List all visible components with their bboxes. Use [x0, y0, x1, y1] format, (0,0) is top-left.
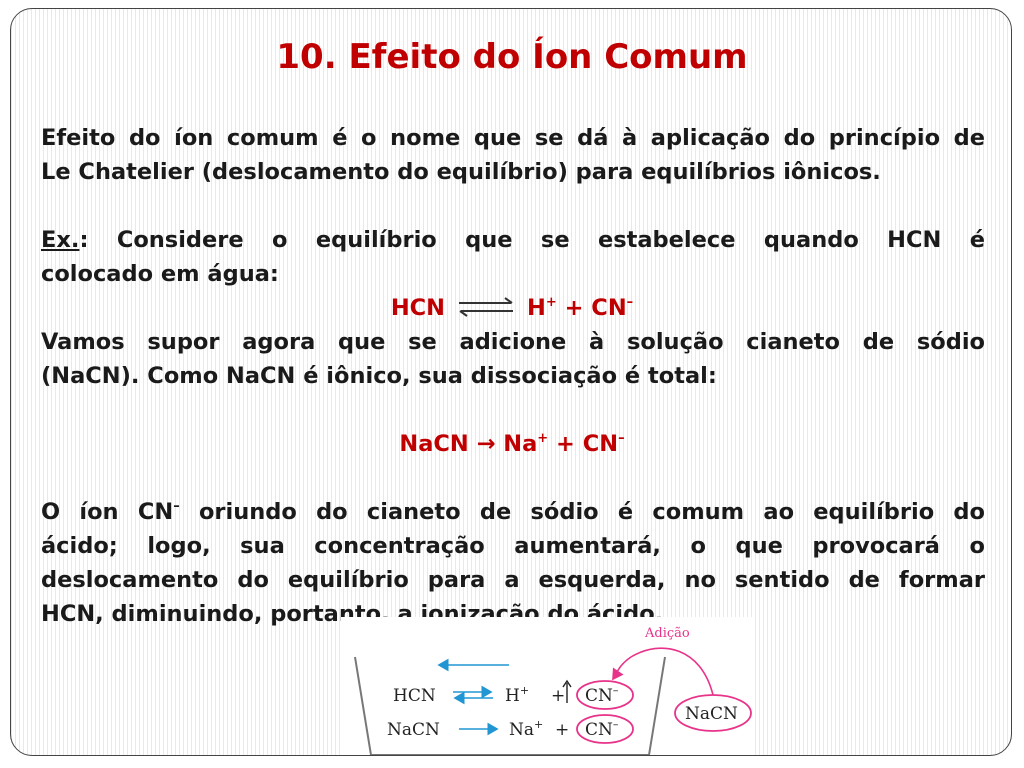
para3-line-3: deslocamento do equilíbrio para a esquerda, no sentido de formar: [41, 567, 985, 593]
row1-cn: CN–: [585, 684, 619, 706]
equation-h-charge: +: [545, 295, 557, 310]
equation-product-cn: + CN: [556, 295, 627, 321]
dissociation-na-charge: +: [537, 431, 549, 446]
example-text-1: : Considere o equilíbrio que se estabelece quando HCN é: [79, 227, 985, 253]
para3-line-2: ácido; logo, sua concentração aumentará, o que provocará o: [41, 533, 985, 559]
row1-plus: +: [551, 686, 566, 706]
para3-line-4: HCN, diminuindo, portanto, a ionização do ácido.: [41, 601, 664, 627]
dissociation-equation: [11, 427, 1012, 461]
row1-hcn: HCN: [393, 686, 436, 706]
example-label: Ex.: [41, 227, 80, 253]
dissociation-a: NaCN → Na: [399, 431, 538, 457]
row2-nacn: NaCN: [387, 720, 440, 740]
para3-text-a: O íon CN: [41, 499, 174, 525]
intro-line-1: Efeito do íon comum é o nome que se dá à aplicação do princípio de: [41, 125, 985, 151]
example-line-1: [41, 223, 985, 257]
equation-cn-charge: –: [626, 295, 634, 310]
addition-label: Adição: [645, 626, 690, 641]
equilibrium-arrow-icon: [455, 295, 517, 319]
common-ion-diagram: [341, 617, 753, 756]
row1-h: H+: [505, 684, 530, 706]
row2-na: Na+: [509, 718, 544, 740]
equilibrium-equation: [11, 291, 1012, 325]
para3-text-b: oriundo do cianeto de sódio é comum ao equilíbrio do: [179, 499, 985, 525]
dissociation-b: + CN: [548, 431, 619, 457]
slide-title: 10. Efeito do Íon Comum: [276, 37, 748, 77]
para3-cn-charge: –: [173, 499, 180, 514]
example-line-2: colocado em água:: [41, 261, 279, 287]
equation-reactant: HCN: [390, 295, 446, 321]
equation-product-h: H: [527, 295, 546, 321]
beaker-outline: [355, 657, 665, 755]
para2-line-1: Vamos supor agora que se adicione à solução cianeto de sódio: [41, 329, 985, 355]
para2-line-2: (NaCN). Como NaCN é iônico, sua dissociação é total:: [41, 363, 717, 389]
dissociation-cn-charge: –: [618, 431, 625, 446]
row2-cn: CN–: [585, 718, 619, 740]
para3-line-1: [41, 495, 985, 529]
nacn-bubble: NaCN: [685, 704, 738, 724]
slide: [10, 8, 1012, 756]
row2-plus: +: [555, 720, 570, 740]
intro-line-2: Le Chatelier (deslocamento do equilíbrio) para equilíbrios iônicos.: [41, 159, 881, 185]
